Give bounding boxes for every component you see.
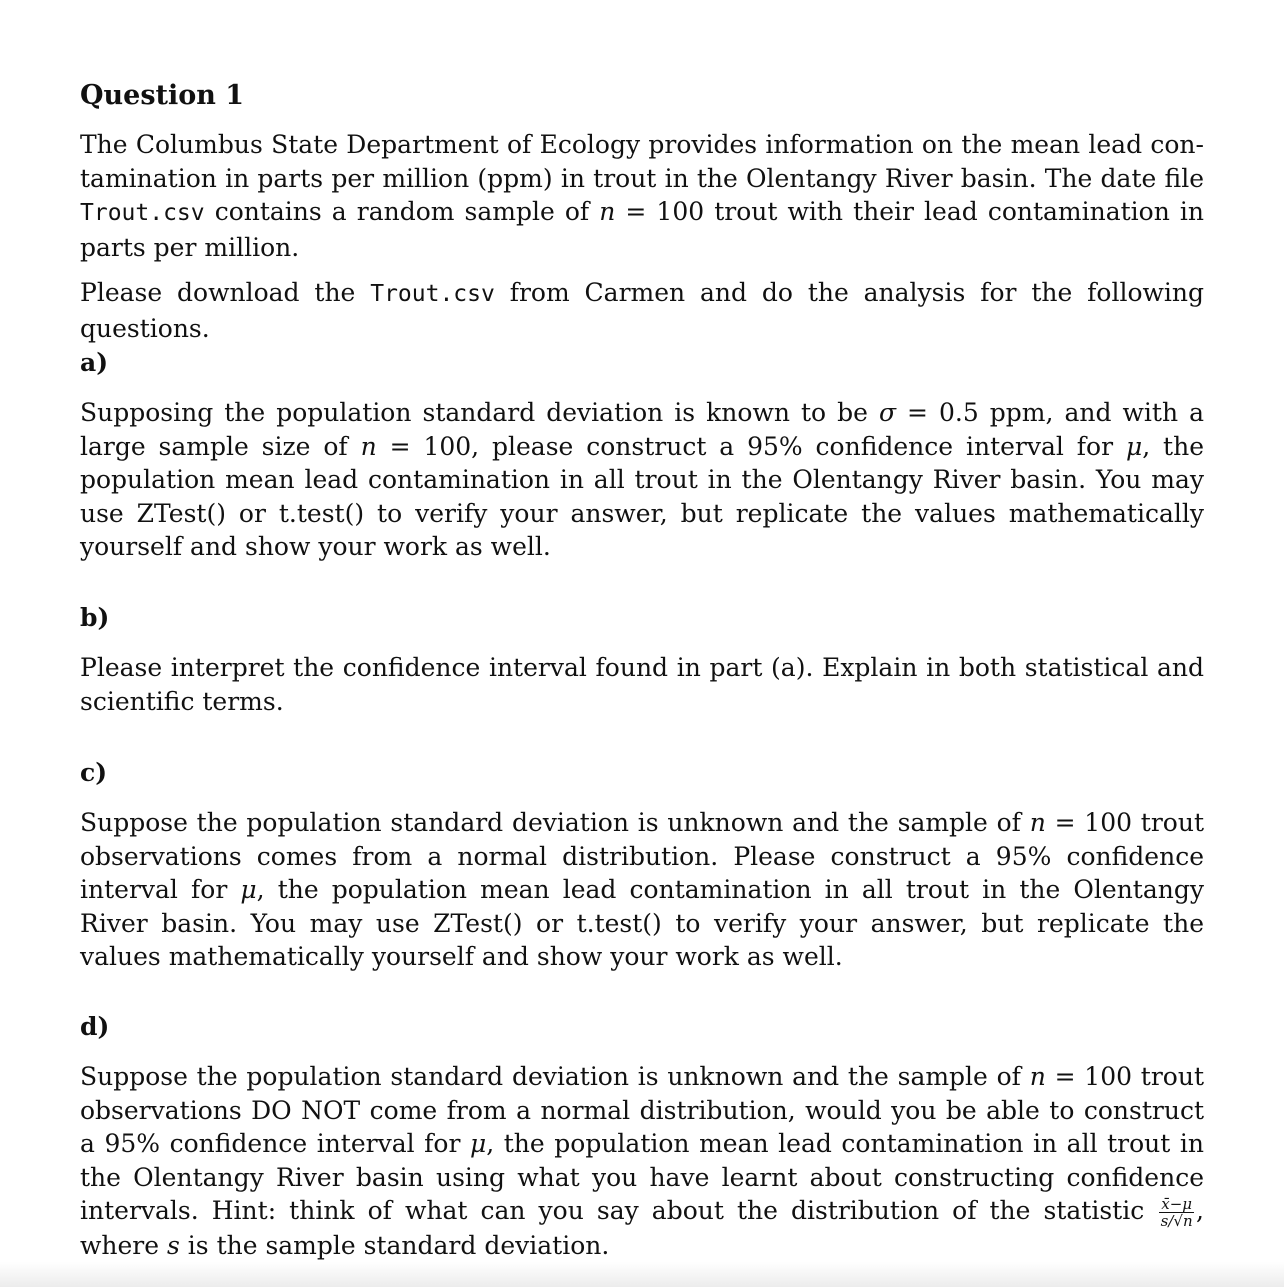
subquestion-b-text: Please interpret the confidence interval found in part (a). Explain in both statistical and scientific terms.: [80, 653, 1204, 716]
statistic-fraction: $\frac{x̄-\mu}{s/√n}$: [1160, 1195, 1193, 1230]
subquestion-d-text: Suppose the population standard deviation is unknown and the sample of n = 100 trout observations DO NOT come from a normal distribution, would you be able to construct a 95% confidence interval for μ, the population mean lead contamination in all trout in the Olentangy River basin using what you have learnt about constructing confidence intervals. Hint: think of what can you say about the distribution of the statistic $\frac{x̄-\mu}{s/√n}$ , where s is the sample standard deviation.: [80, 1062, 1204, 1260]
bottom-shadow: [0, 1262, 1284, 1287]
file-name: Trout.csv: [80, 200, 205, 226]
question-title: Question 1: [80, 80, 245, 111]
file-name: Trout.csv: [370, 281, 495, 307]
subquestion-b-label: b): [80, 603, 110, 632]
intro-text: The Columbus State Department of Ecology provides information on the mean lead con-tamination in parts per million (ppm) in trout in the Olentangy River basin. The date file: [80, 130, 1204, 193]
subquestion-a-text: Supposing the population standard deviation is known to be σ = 0.5 ppm, and with a large sample size of n = 100, please construct a 95% confidence interval for μ, the population mean lead contamination in all trout in the Olentangy River basin. You may use ZTest() or t.test() to verify your answer, but replicate the values mathematically yourself and show your work as well.: [80, 398, 1204, 561]
subquestion-c-text: Suppose the population standard deviation is unknown and the sample of n = 100 trout observations comes from a normal distribution. Please construct a 95% confidence interval for μ, the population mean lead contamination in all trout in the Olentangy River basin. You may use ZTest() or t.test() to verify your answer, but replicate the values mathematically yourself and show your work as well.: [80, 808, 1204, 971]
subquestion-a-label: a): [80, 348, 109, 377]
download-paragraph: Please download the Trout.csv from Carmen and do the analysis for the following questions.: [80, 278, 1204, 343]
subquestion-d-label: d): [80, 1012, 110, 1041]
subquestion-c-label: c): [80, 758, 108, 787]
intro-paragraph: The Columbus State Department of Ecology provides information on the mean lead con-tamination in parts per million (ppm) in trout in the Olentangy River basin. The date file Trout.csv contains a random sample of n = 100 trout with their lead contamination in parts per million.: [80, 130, 1204, 262]
